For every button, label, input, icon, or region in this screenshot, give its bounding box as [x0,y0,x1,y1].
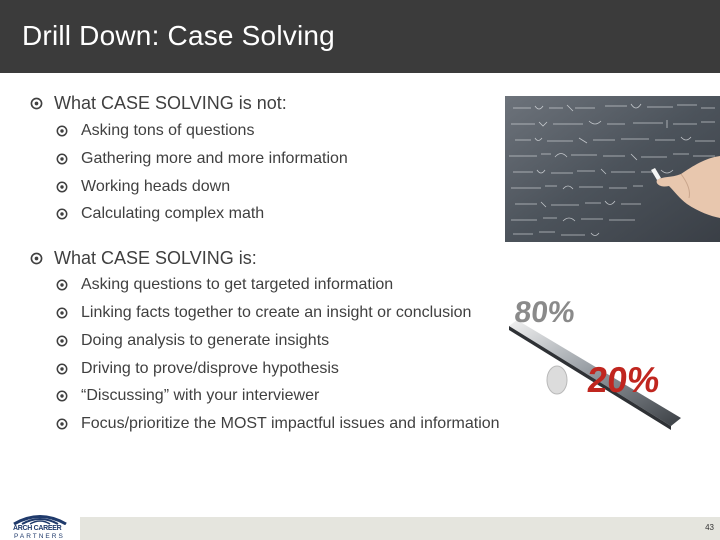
target-bullet-icon [56,153,68,165]
list-item-text: Linking facts together to create an insight or conclusion [81,304,472,321]
company-logo [12,513,72,540]
list-item-text: Asking questions to get targeted information [81,276,394,293]
list-item [56,387,319,405]
target-bullet-icon [56,208,68,220]
heading-not [30,93,287,114]
list-item-text: “Discussing” with your interviewer [81,387,320,404]
list-item-text: Asking tons of questions [81,122,255,139]
logo-line1: ARCH CAREER [13,525,62,532]
list-item-text: Working heads down [81,178,231,195]
arch-logo-icon [12,513,68,525]
list-item [56,150,348,168]
target-bullet-icon [56,363,68,375]
list-item-text: Driving to prove/disprove hypothesis [81,360,339,377]
target-bullet-icon [30,252,43,265]
heading-not-text: What CASE SOLVING is not: [54,93,287,113]
scale-top-label: 80% [512,296,577,329]
list-item-text: Focus/prioritize the MOST impactful issues and information [81,415,500,432]
target-bullet-icon [56,125,68,137]
footer-bar [80,517,720,540]
list-item-text: Doing analysis to generate insights [81,332,330,349]
list-item [56,178,230,196]
list-item [56,360,339,378]
title-bar [0,0,720,73]
heading-is-text: What CASE SOLVING is: [54,248,257,268]
target-bullet-icon [56,390,68,402]
list-item [56,205,264,223]
list-item [56,122,254,140]
list-item [56,276,393,294]
target-bullet-icon [30,97,43,110]
list-item [56,304,471,322]
chalkboard-image [505,96,720,242]
logo-line2: PARTNERS [14,533,65,540]
scale-bottom-label: 20% [585,359,662,400]
page-number: 43 [705,523,714,532]
target-bullet-icon [56,335,68,347]
list-item-text: Gathering more and more information [81,150,348,167]
list-item-text: Calculating complex math [81,205,265,222]
target-bullet-icon [56,181,68,193]
slide-title: Drill Down: Case Solving [22,20,335,51]
target-bullet-icon [56,418,68,430]
target-bullet-icon [56,307,68,319]
target-bullet-icon [56,279,68,291]
list-item [56,415,500,433]
balance-scale-image [505,290,685,450]
list-item [56,332,329,350]
heading-is [30,248,257,269]
